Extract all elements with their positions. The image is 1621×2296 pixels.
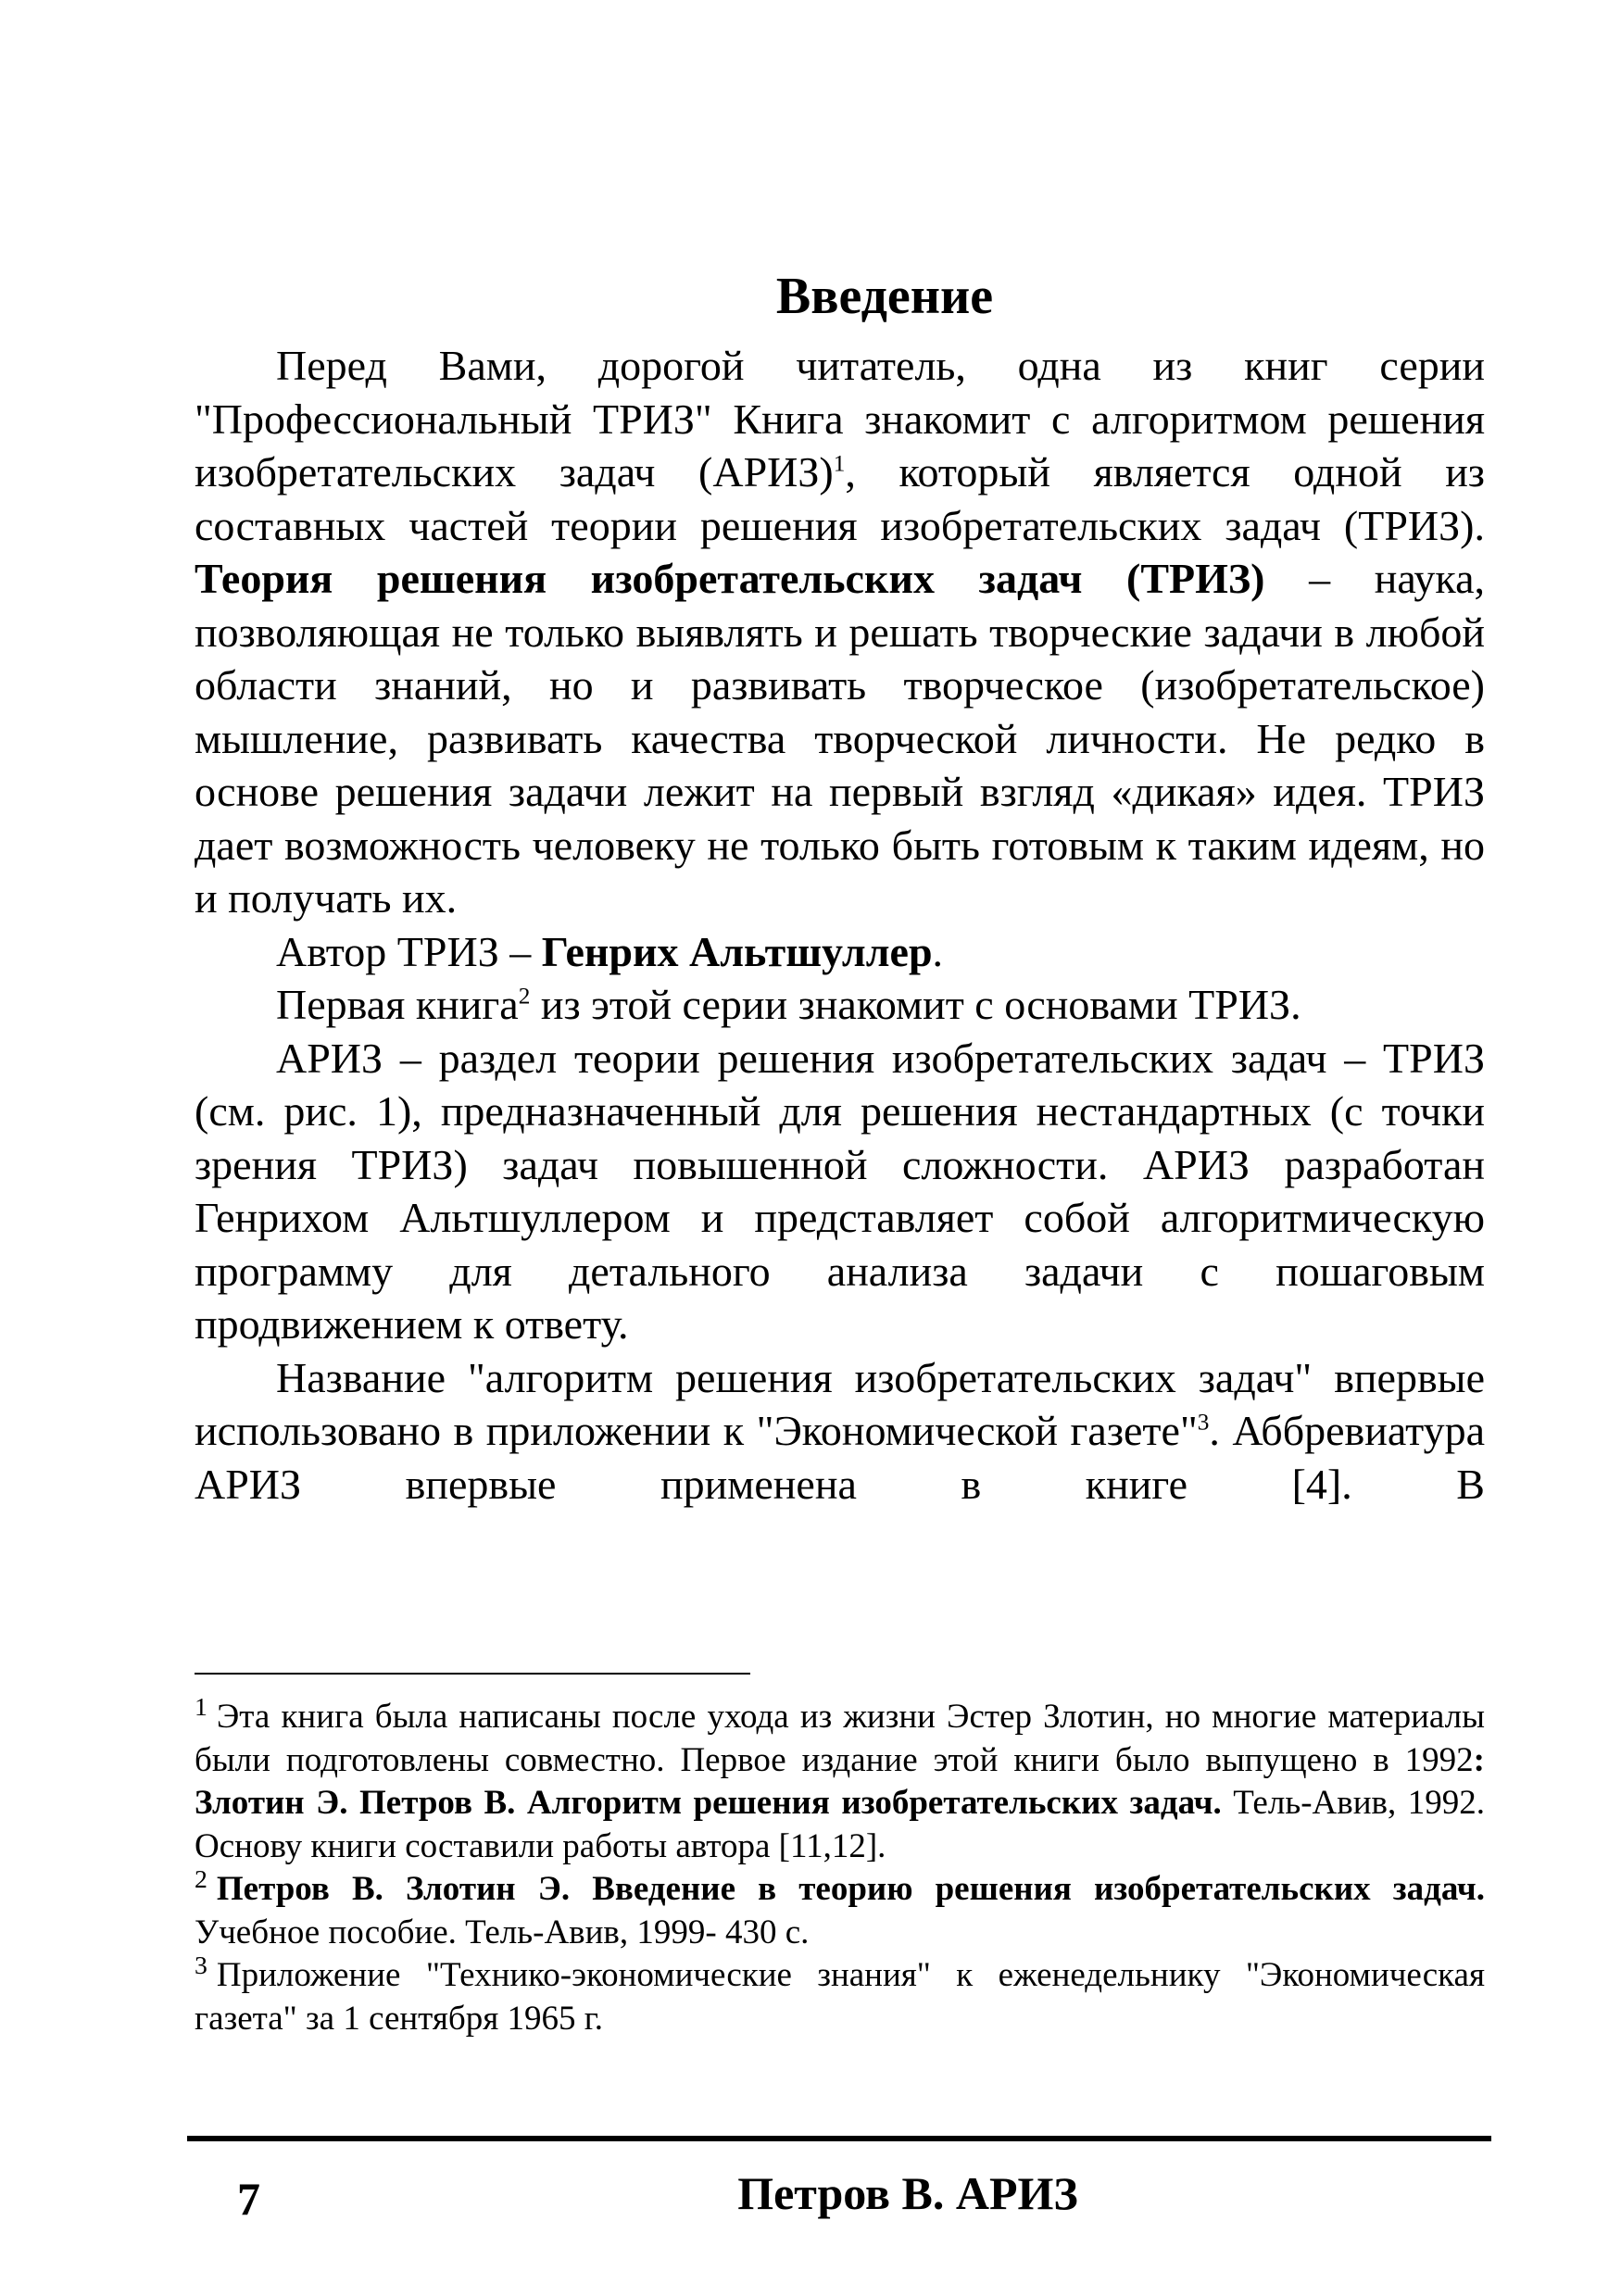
paragraph-2-text-1: Автор ТРИЗ – (276, 927, 542, 975)
footnote-ref-1: 1 (833, 450, 846, 477)
footnote-3-number: 3 (195, 1951, 207, 1980)
footnote-ref-2: 2 (518, 983, 531, 1010)
footnotes (195, 1692, 1485, 2040)
footnote-1-citation: : Злотин Э. Петров В. Алгоритм решения изобретательских задач. (195, 1740, 1485, 1822)
footnote-1 (195, 1692, 1485, 1868)
body-text (195, 339, 1485, 1511)
footnote-ref-3: 3 (1197, 1409, 1210, 1436)
footnote-2 (195, 1864, 1485, 1954)
footnote-3 (195, 1951, 1485, 2040)
footnote-separator (195, 1673, 750, 1675)
paragraph-5-text-2: . Аббревиатура АРИЗ впервые применена в книге [4]. В (195, 1407, 1485, 1508)
footnote-1-text-2: Тель-Авив, 1992. Основу книги составили работы автора [11,12]. (195, 1784, 1485, 1865)
page-number: 7 (237, 2173, 260, 2225)
page-title: Введение (775, 268, 994, 325)
footnote-1-number: 1 (195, 1692, 207, 1722)
paragraph-1-text-3: – наука, позволяющая не только выявлять и решать творческие задачи в любой области знаний, но и развивать творческое (изобретательское) мышление, развивать качества творческой личности. Не редко в основе решения задачи лежит на первый взгляд «дикая» идея. ТРИЗ дает возможность человеку не только быть готовым к таким идеям, но и получать их. (195, 555, 1485, 922)
paragraph-1 (195, 339, 1485, 925)
footnote-3-text-1: Приложение "Технико-экономические знания" к еженедельнику "Экономическая газета" за 1 сентября 1965 г. (195, 1956, 1485, 2038)
footer-separator (187, 2136, 1491, 2141)
paragraph-3-text-2: из этой серии знакомит с основами ТРИЗ. (530, 981, 1301, 1028)
paragraph-5-text-1: Название "алгоритм решения изобретательских задач" впервые использовано в приложении к "Экономической газете" (195, 1353, 1485, 1454)
author-name: Генрих Альтшуллер (541, 927, 933, 975)
footnote-1-text-1: Эта книга была написаны после ухода из жизни Эстер Злотин, но многие материалы были подготовлены совместно. Первое издание этой книги было выпущено в 1992 (195, 1698, 1485, 1779)
paragraph-2-text-2: . (932, 927, 944, 975)
running-footer-title: Петров В. АРИЗ (737, 2167, 1078, 2219)
footnote-2-number: 2 (195, 1864, 207, 1894)
paragraph-1-text-1: Перед Вами, дорогой читатель, одна из книг серии "Профессиональный ТРИЗ" Книга знакомит с алгоритмом решения изобретательских задач (АРИЗ) (195, 342, 1485, 496)
paragraph-5 (195, 1351, 1485, 1512)
footnote-2-text-1: Учебное пособие. Тель-Авив, 1999- 430 с. (195, 1913, 810, 1951)
paragraph-2 (195, 925, 1485, 979)
paragraph-1-text-2: , который является одной из составных частей теории решения изобретательских задач (ТРИЗ). (195, 448, 1485, 549)
paragraph-3-text-1: Первая книга (276, 981, 519, 1028)
footnote-2-citation: Петров В. Злотин Э. Введение в теорию решения изобретательских задач. (216, 1870, 1485, 1908)
paragraph-3 (195, 978, 1485, 1032)
triz-definition-term: Теория решения изобретательских задач (ТРИЗ) (195, 555, 1265, 602)
paragraph-4: АРИЗ – раздел теории решения изобретательских задач – ТРИЗ (см. рис. 1), предназначенный для решения нестандартных (с точки зрения ТРИЗ) задач повышенной сложности. АРИЗ разработан Генрихом Альтшуллером и представляет собой алгоритмическую программу для детального анализа задачи с пошаговым продвижением к ответу. (195, 1034, 1485, 1348)
